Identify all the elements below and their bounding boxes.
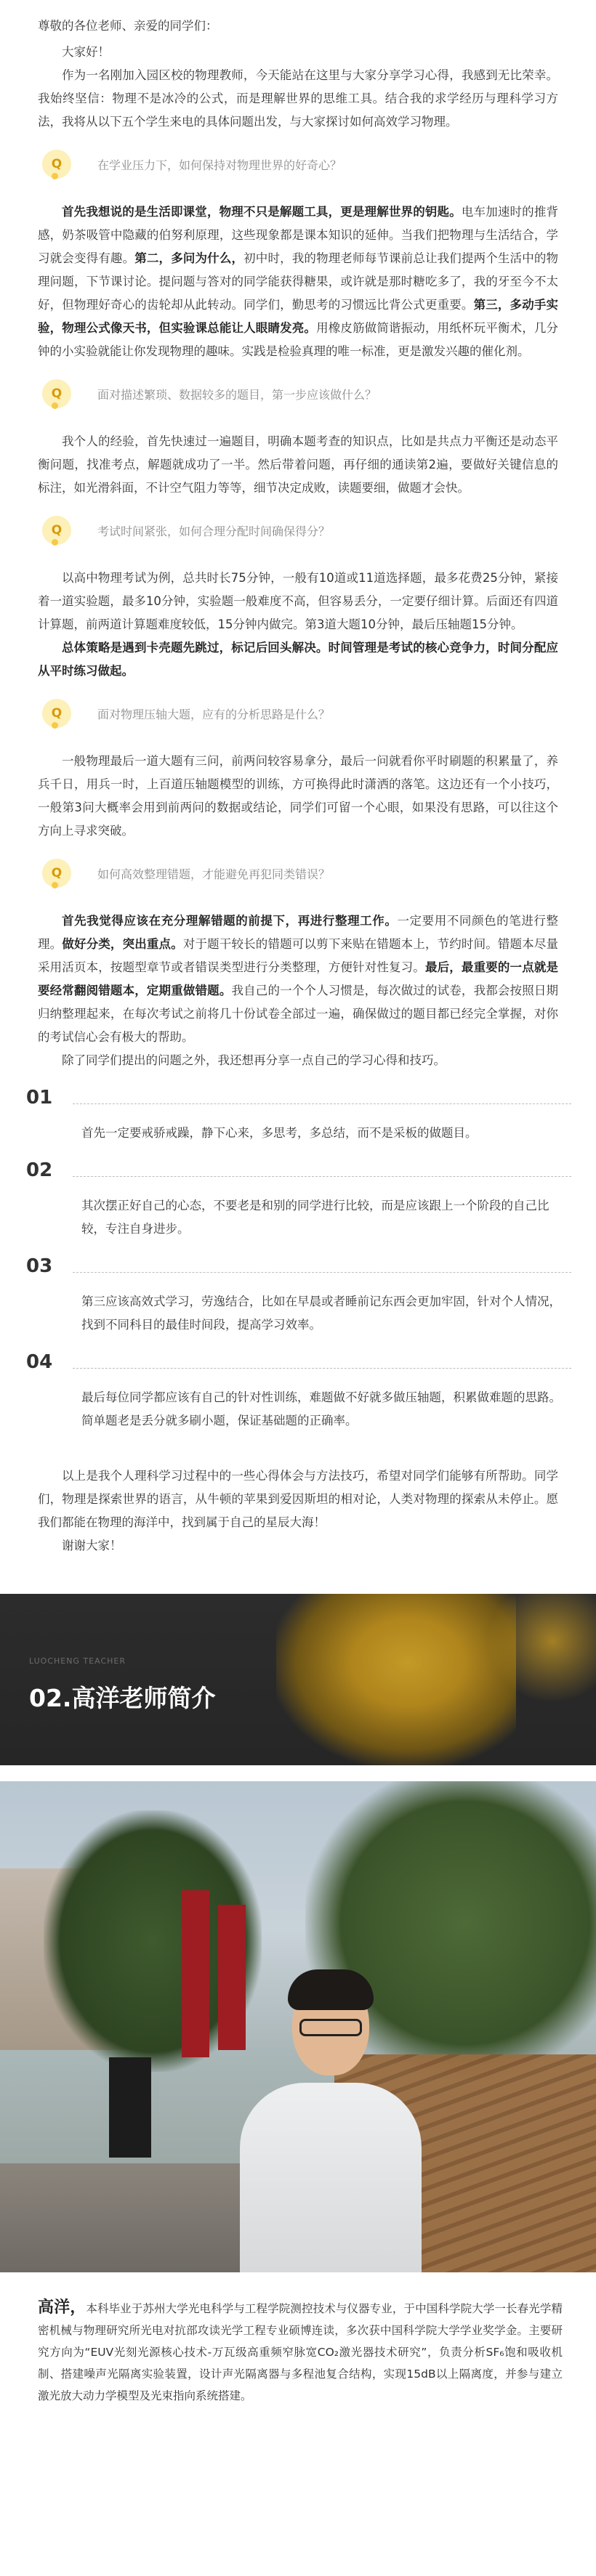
answer-text: 我自己的一个个人习惯是，每次做过的试卷，我都会按照日期归纳整理起来，在每次考试之前将几十份试卷全部过一遍，确保做过的题目都已经完全掌握，对你的考试信心会有极大的帮助。 bbox=[38, 984, 559, 1044]
thanks-text: 谢谢大家！ bbox=[62, 1539, 122, 1552]
tip-item bbox=[26, 1351, 571, 1433]
dashed-divider bbox=[73, 1176, 571, 1177]
answer-text: 用橡皮筋做简谐振动，用纸杯玩平衡术，几分钟的小实验就能让你发现物理的趣味。实践是检验真理的唯一标准，更是激发兴趣的催化剂。 bbox=[38, 321, 559, 358]
answer-paragraph bbox=[38, 636, 558, 683]
tip-text: 第三应该高效式学习，劳逸结合，比如在早晨或者睡前记东西会更加牢固，针对个人情况，找到不同科目的最佳时间段，提高学习效率。 bbox=[81, 1295, 561, 1332]
tip-number: 02 bbox=[26, 1159, 53, 1181]
answer-emphasis: 做好分类，突出重点。 bbox=[62, 937, 183, 951]
intro-paragraph: 作为一名刚加入园区校的物理教师，今天能站在这里与大家分享学习心得，我感到无比荣幸。我始终坚信：物理不是冰冷的公式，而是理解世界的思维工具。结合我的求学经历与理科学习方法，我将从以下五个学生来电的具体问题出发，与大家探讨如何高效学习物理。 bbox=[38, 68, 558, 129]
tip-text: 最后每位同学都应该有自己的针对性训练，难题做不好就多做压轴题，积累做难题的思路。简单题老是丢分就多刷小题，保证基础题的正确率。 bbox=[81, 1390, 561, 1427]
ginkgo-leaf-decoration bbox=[276, 1594, 516, 1765]
answer-text: 对于题干较长的错题可以剪下来贴在错题本上，节约时间。错题本尽量采用活页本，按题型章节或者错误类型进行分类整理，方便针对性复习。 bbox=[38, 937, 559, 974]
answer-emphasis: 总体策略是遇到卡壳题先跳过，标记后回头解决。时间管理是考试的核心竞争力，时间分配应从平时练习做起。 bbox=[38, 641, 558, 678]
intro-section bbox=[0, 0, 596, 1072]
tips-list bbox=[0, 1087, 596, 1433]
answer-paragraph bbox=[38, 201, 558, 363]
answer-paragraph bbox=[38, 1049, 558, 1072]
question-text: 如何高效整理错题，才能避免再犯同类错误？ bbox=[97, 867, 331, 881]
answer-paragraph bbox=[38, 910, 558, 1049]
dashed-divider bbox=[73, 1103, 571, 1104]
answer-paragraph bbox=[38, 430, 558, 500]
question-text: 面对物理压轴大题，应有的分析思路是什么？ bbox=[97, 707, 331, 721]
tip-number: 04 bbox=[26, 1351, 53, 1373]
question-text: 考试时间紧张，如何合理分配时间确保得分？ bbox=[97, 524, 331, 538]
answer-paragraph bbox=[38, 750, 558, 843]
question-text: 在学业压力下，如何保持对物理世界的好奇心？ bbox=[97, 158, 342, 172]
banner-english-label: LUOCHENG TEACHER bbox=[29, 1656, 126, 1666]
answer-text: 一般物理最后一道大题有三问，前两问较容易拿分，最后一问就看你平时刷题的积累量了，养兵千日，用兵一时，上百道压轴题模型的训练，方可换得此时潇洒的落笔。这边还有一个小技巧，一般第3问大概率会用到前两问的数据或结论，同学们可留一个心眼，如果没有思路，可以往这个方向上寻求突破。 bbox=[38, 754, 558, 838]
answer-text: 以高中物理考试为例，总共时长75分钟，一般有10道或11道选择题，最多花费25分钟，紧接着一道实验题，最多10分钟，实验题一般难度不高，但容易丢分，一定要仔细计算。后面还有四道计算题，前两道计算题难度较低，15分钟内做完。第3道大题10分钟，最后压轴题15分钟。 bbox=[38, 571, 558, 631]
question-heading bbox=[38, 150, 558, 179]
tip-item bbox=[26, 1255, 571, 1337]
answer-emphasis: 第二，多问为什么， bbox=[134, 251, 244, 265]
answer-text: 除了同学们提出的问题之外，我还想再分享一点自己的学习心得和技巧。 bbox=[62, 1053, 446, 1067]
greeting: 大家好！ bbox=[62, 45, 110, 59]
answer-emphasis: 第三，多动手实验，物理公式像天书，但实验课总能让人眼睛发亮。 bbox=[38, 298, 559, 335]
photo-speaker bbox=[109, 2057, 151, 2158]
answer-emphasis: 最后，最重要的一点就是要经常翻阅错题本，定期重做错题。 bbox=[38, 960, 559, 997]
bio-text: 本科毕业于苏州大学光电科学与工程学院测控技术与仪器专业，于中国科学院大学一长春光学精密机械与物理研究所光电对抗部攻读光学工程专业硕博连读，多次获中国科学院大学学业奖学金。主要研究方向为“EUV光刻光源核心技术-万瓦级高重频窄脉宽CO₂激光器技术研究”，负责分析SF₆饱和吸收机制、搭建噪声光隔离实验装置，设计声光隔离器与多程池复合结构，实现15dB以上隔离度，并参与建立激光放大动力学模型及光束指向系统搭建。 bbox=[38, 2302, 563, 2402]
question-badge-icon: Q bbox=[42, 516, 71, 545]
question-badge-icon: Q bbox=[42, 379, 71, 408]
answer-text: 一定要用不同颜色的笔进行整理。 bbox=[38, 914, 559, 951]
salutation: 尊敬的各位老师、亲爱的同学们： bbox=[38, 19, 218, 33]
photo-red-banner bbox=[182, 1890, 209, 2057]
question-badge-icon: Q bbox=[42, 150, 71, 179]
tip-item bbox=[26, 1159, 571, 1241]
question-heading bbox=[38, 516, 558, 545]
answer-paragraph bbox=[38, 567, 558, 636]
question-heading bbox=[38, 379, 558, 408]
ginkgo-leaf-decoration bbox=[487, 1594, 596, 1703]
section-banner bbox=[0, 1594, 596, 1765]
dashed-divider bbox=[73, 1272, 571, 1273]
question-heading bbox=[38, 699, 558, 728]
answer-text: 电车加速时的推背感，奶茶吸管中隐藏的伯努利原理，这些现象都是课本知识的延伸。当我们把物理与生活结合，学习就会变得有趣。 bbox=[38, 205, 559, 265]
banner-title: 02.高洋老师简介 bbox=[29, 1684, 216, 1712]
question-badge-icon: Q bbox=[42, 699, 71, 728]
outro-paragraph: 以上是我个人理科学习过程中的一些心得体会与方法技巧，希望对同学们能够有所帮助。同学们，物理是探索世界的语言，从牛顿的苹果到爱因斯坦的相对论，人类对物理的探索从未停止。愿我们都能在物理的海洋中，找到属于自己的星辰大海！ bbox=[38, 1469, 558, 1529]
teacher-name: 高洋， bbox=[38, 2298, 86, 2317]
teacher-photo bbox=[0, 1781, 596, 2272]
answer-text: 我个人的经验，首先快速过一遍题目，明确本题考查的知识点，比如是共点力平衡还是动态平衡问题，找准考点，解题就成功了一半。然后带着问题，再仔细的通读第2遍，要做好关键信息的标注，如光滑斜面，不计空气阻力等等，细节决定成败，读题要细，做题才会快。 bbox=[38, 434, 558, 495]
outro-section bbox=[0, 1433, 596, 1558]
tip-item bbox=[26, 1087, 571, 1145]
dashed-divider bbox=[73, 1368, 571, 1369]
question-heading bbox=[38, 859, 558, 888]
photo-teacher bbox=[240, 1974, 422, 2272]
tip-text: 其次摆正好自己的心态，不要老是和别的同学进行比较，而是应该跟上一个阶段的自己比较，专注自身进步。 bbox=[81, 1199, 549, 1236]
tip-text: 首先一定要戒骄戒躁，静下心来，多思考，多总结，而不是采板的做题目。 bbox=[81, 1126, 478, 1140]
question-badge-icon: Q bbox=[42, 859, 71, 888]
tip-number: 03 bbox=[26, 1255, 53, 1277]
question-text: 面对描述繁琐、数据较多的题目，第一步应该做什么？ bbox=[97, 387, 377, 402]
teacher-bio bbox=[0, 2272, 596, 2450]
tip-number: 01 bbox=[26, 1087, 53, 1109]
answer-text: 初中时，我的物理老师每节课前总让我们提两个生活中的物理问题，下节课讨论。提问题与答对的同学能获得糖果，或许就是那时糖吃多了，我的牙至今不太好，但物理好奇心的齿轮却从此转动。同学们，勤思考的习惯远比背公式更重要。 bbox=[38, 251, 559, 312]
qa-list bbox=[38, 150, 558, 1072]
answer-emphasis: 首先我觉得应该在充分理解错题的前提下，再进行整理工作。 bbox=[62, 914, 398, 928]
answer-emphasis: 首先我想说的是生活即课堂，物理不只是解题工具，更是理解世界的钥匙。 bbox=[62, 205, 462, 219]
